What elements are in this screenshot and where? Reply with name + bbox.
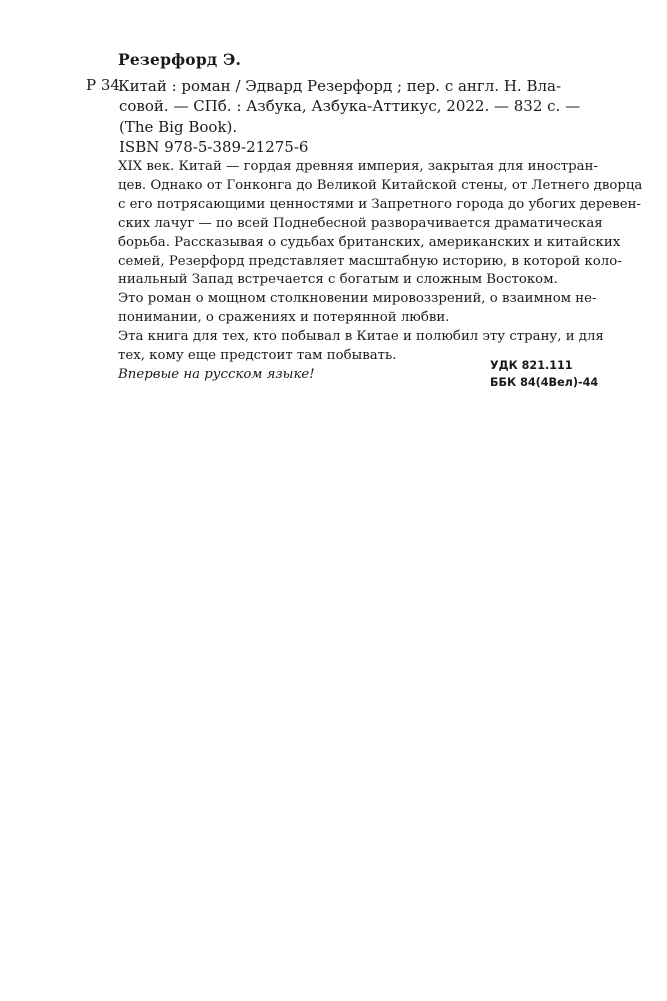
first-russian-edition-note: Впервые на русском языке!: [118, 366, 315, 382]
annotation-line: XIX век. Китай — гордая древняя империя, закрытая для иностран-: [118, 159, 598, 174]
bib-line: совой. — СПб. : Азбука, Азбука-Аттикус, 2022. — 832 с. —: [119, 97, 581, 116]
annotation: [118, 158, 643, 385]
annotation-line: понимании, о сражениях и потерянной любви.: [118, 310, 450, 326]
bib-line: Китай : роман / Эдвард Резерфорд ; пер. с англ. Н. Вла-: [118, 77, 562, 95]
author-heading: Резерфорд Э.: [118, 50, 242, 69]
annotation-line: ниальный Запад встречается с богатым и сложным Востоком.: [118, 272, 558, 288]
annotation-line: цев. Однако от Гонконга до Великой Китайской стены, от Летнего дворца: [118, 177, 643, 193]
bib-line: (The Big Book).: [119, 117, 238, 136]
annotation-line: Эта книга для тех, кто побывал в Китае и полюбил эту страну, и для: [118, 329, 604, 345]
annotation-line: Это роман о мощном столкновении мировоззрений, о взаимном не-: [118, 291, 597, 307]
annotation-line: семей, Резерфорд представляет масштабную историю, в которой коло-: [118, 253, 622, 269]
isbn: ISBN 978-5-389-21275-6: [119, 137, 309, 156]
bbk-index: ББК 84(4Вел)-44: [490, 376, 599, 389]
annotation-paragraph-1: [118, 158, 643, 290]
bibliographic-description: [118, 76, 588, 157]
annotation-paragraph-2: [118, 290, 597, 328]
annotation-line: с его потрясающими ценностями и Запретного города до убогих дерeвен-: [118, 196, 641, 212]
annotation-line: ских лачуг — по всей Поднебесной разворачивается драматическая: [118, 215, 603, 231]
classification-code: Р 34: [86, 76, 120, 94]
annotation-line: борьба. Рассказывая о судьбах британских, американских и китайских: [118, 234, 621, 250]
classification-indices: [490, 357, 598, 391]
annotation-line: тех, кому еще предстоит там побывать.: [118, 348, 397, 364]
udk-index: УДК 821.111: [490, 359, 573, 372]
